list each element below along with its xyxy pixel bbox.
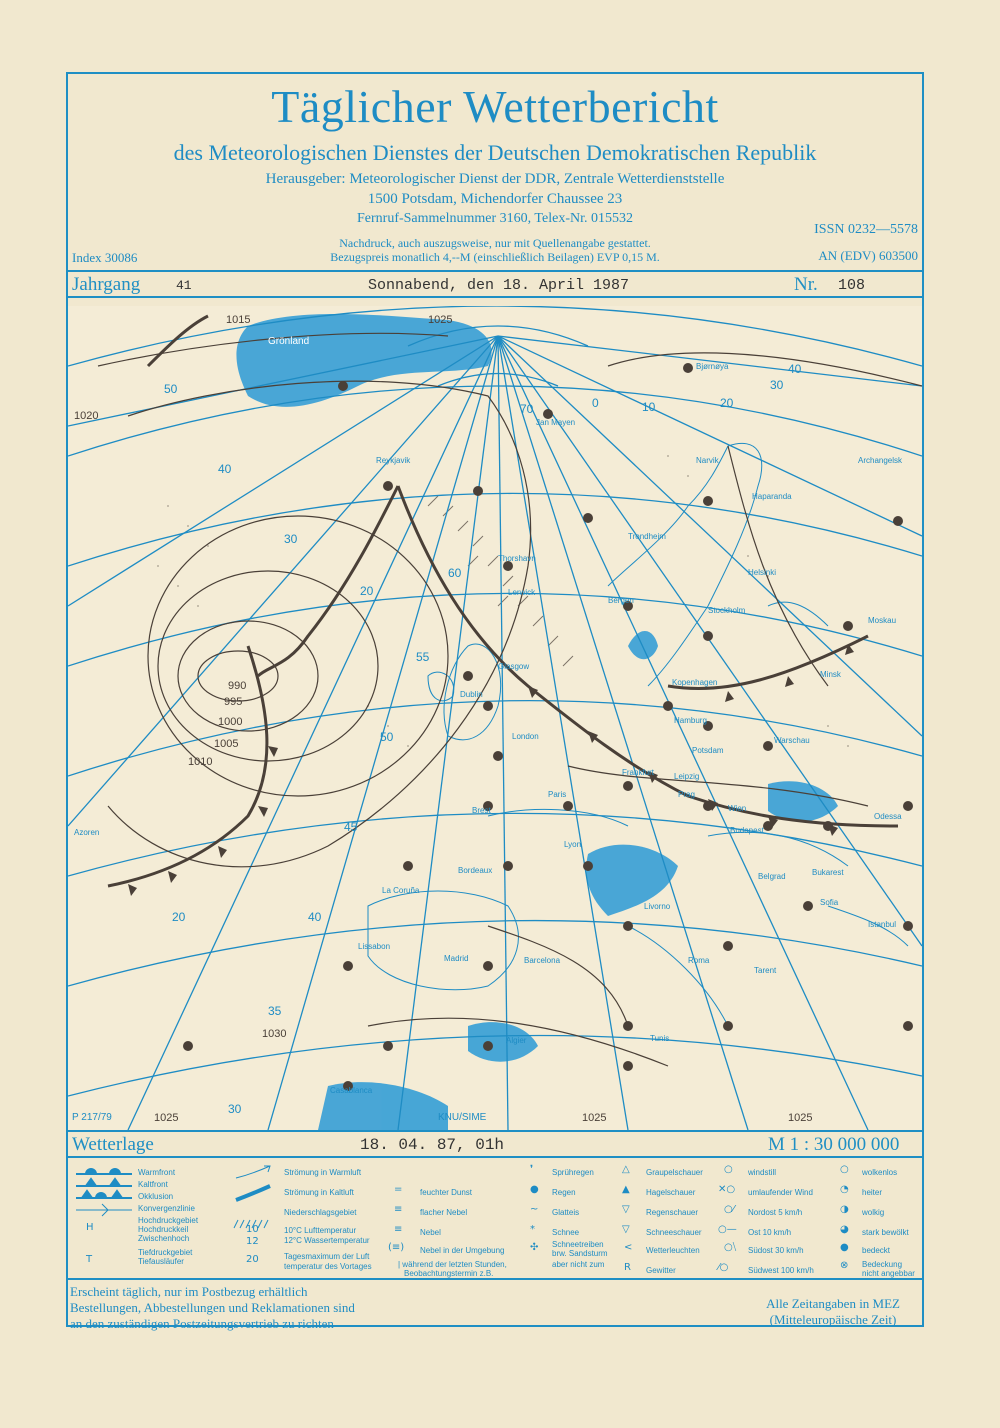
place-livorno: Livorno xyxy=(644,902,671,911)
place-jan-mayen: Jan Mayen xyxy=(536,418,576,427)
legend-nebel: Nebel xyxy=(420,1228,441,1237)
place-madrid: Madrid xyxy=(444,954,469,963)
lat-label-45: 45 xyxy=(344,820,358,834)
isobar-label-bottom-3: 1025 xyxy=(788,1112,813,1124)
place-belgrad: Belgrad xyxy=(758,872,786,881)
isobar-label-995: 995 xyxy=(224,696,243,708)
place-bukarest: Bukarest xyxy=(812,868,844,877)
legend-feuchter-dunst: feuchter Dunst xyxy=(420,1188,473,1197)
place-kopenhagen: Kopenhagen xyxy=(672,678,718,687)
legend-bedeckt: bedeckt xyxy=(862,1246,891,1255)
legend-hagelschauer: Hagelschauer xyxy=(646,1188,696,1197)
isobar-label-1005: 1005 xyxy=(214,738,239,750)
legend-bedeckung: Bedeckung xyxy=(862,1260,903,1269)
place-groenland: Grönland xyxy=(268,336,310,347)
legend-okklusion: Okklusion xyxy=(138,1192,174,1201)
calm-icon: ○ xyxy=(724,1164,733,1175)
place-bordeaux: Bordeaux xyxy=(458,866,493,875)
blue-patches xyxy=(236,314,838,1130)
mostly-cloudy-icon: ◕ xyxy=(840,1224,849,1235)
legend-front-symbols xyxy=(72,1164,138,1274)
legend-niederschlagsgebiet: Niederschlagsgebiet xyxy=(284,1208,357,1217)
legend-stark-bewoelkt: stark bewölkt xyxy=(862,1228,909,1237)
issn: ISSN 0232—5578 xyxy=(814,222,918,237)
jahrgang-label: Jahrgang xyxy=(72,274,141,295)
place-hamburg: Hamburg xyxy=(674,716,707,725)
shallow-fog-icon: ≡ xyxy=(394,1204,403,1215)
legend-temp-vortag: temperatur des Vortages xyxy=(284,1262,372,1271)
map-scale: M 1 : 30 000 000 xyxy=(768,1134,900,1155)
snow-shower-icon: ▽ xyxy=(622,1224,630,1235)
legend-tiefdruckgebiet: Tiefdruckgebiet xyxy=(138,1248,193,1257)
footer-left xyxy=(70,1284,355,1332)
legend-wolkenlos: wolkenlos xyxy=(862,1168,898,1177)
legend-hochdruckgebiet: Hochdruckgebiet xyxy=(138,1216,199,1225)
isobar-label-1020: 1020 xyxy=(74,410,99,422)
place-london: London xyxy=(512,732,539,741)
place-roma: Roma xyxy=(688,956,710,965)
isobar-label-990: 990 xyxy=(228,680,247,692)
haze-icon: = xyxy=(394,1184,403,1195)
place-la-coruna: La Coruña xyxy=(382,886,420,895)
legend-wolkig: wolkig xyxy=(862,1208,885,1217)
lon-label-10: 10 xyxy=(642,400,656,414)
index-number: Index 30086 xyxy=(72,250,138,265)
legend-warmfront: Warmfront xyxy=(138,1168,176,1177)
issue-bar xyxy=(68,270,922,298)
isobar-label-1000: 1000 xyxy=(218,716,243,728)
reprint-note: Nachdruck, auch auszugsweise, nur mit Quellenangabe gestattet. xyxy=(339,236,651,250)
wind-se-icon: ○⧹ xyxy=(724,1242,737,1253)
lat-label-20: 20 xyxy=(172,910,186,924)
publisher-line-1: Herausgeber: Meteorologischer Dienst der DDR, Zentrale Wetterdienststelle xyxy=(265,171,725,187)
place-thorshavn: Thorshavn xyxy=(498,554,536,563)
overcast-icon: ● xyxy=(840,1242,849,1253)
rain-icon: ● xyxy=(530,1184,539,1195)
place-bjornoya: Bjørnøya xyxy=(696,362,729,371)
legend-lufttemperatur: 10°C Lufttemperatur xyxy=(284,1226,357,1235)
lat-label-30w: 30 xyxy=(284,532,298,546)
legend-graupelschauer: Graupelschauer xyxy=(646,1168,703,1177)
place-budapest: Budapest xyxy=(730,826,764,835)
legend-beobachtungstermin: Beobachtungstermin z.B. xyxy=(404,1269,494,1278)
lat-label-40w: 40 xyxy=(218,462,232,476)
footer-left-line1: Erscheint täglich, nur im Postbezug erhältlich xyxy=(70,1284,308,1299)
lat-label-50w: 50 xyxy=(164,382,178,396)
svg-text:T: T xyxy=(86,1254,93,1265)
fair-sky-icon: ◔ xyxy=(840,1184,849,1195)
place-tarent: Tarent xyxy=(754,966,777,975)
latitude-lines xyxy=(68,306,922,1096)
place-brest: Brest xyxy=(472,806,491,815)
lon-label-40: 40 xyxy=(788,362,802,376)
lat-label-55: 55 xyxy=(416,650,430,664)
place-haparanda: Haparanda xyxy=(752,492,792,501)
lightning-icon: < xyxy=(624,1242,633,1253)
legend-letzte-stunden: | während der letzten Stunden, xyxy=(398,1260,507,1269)
legend-nicht-angebbar: nicht angebbar xyxy=(862,1269,915,1278)
legend-temp-symbol-max: 20 xyxy=(246,1254,259,1265)
legend-aber-nicht: aber nicht zum xyxy=(552,1260,605,1269)
lon-label-20: 20 xyxy=(720,396,734,410)
place-barcelona: Barcelona xyxy=(524,956,561,965)
place-lyon: Lyon xyxy=(564,840,582,849)
legend-temp-symbol-air: 10 xyxy=(246,1224,259,1235)
glaze-icon: ~ xyxy=(530,1204,539,1215)
thunderstorm-icon: R xyxy=(624,1262,631,1273)
synoptic-weather-map xyxy=(68,306,922,1130)
an-edv: AN (EDV) 603500 xyxy=(818,248,918,263)
legend-flacher-nebel: flacher Nebel xyxy=(420,1208,468,1217)
legend-tiefauslaeufer: Tiefausläufer xyxy=(138,1257,184,1266)
isobar-label-bottom-1: 1025 xyxy=(154,1112,179,1124)
place-frankfurt: Frankfurt xyxy=(622,768,655,777)
legend-suedost: Südost 30 km/h xyxy=(748,1246,804,1255)
nr-label: Nr. xyxy=(794,274,818,295)
place-paris: Paris xyxy=(548,790,567,799)
variable-wind-icon: ✕○ xyxy=(718,1184,736,1195)
report-subtitle: des Meteorologischen Dienstes der Deutschen Demokratischen Republik xyxy=(173,140,817,165)
footer-right-line1: Alle Zeitangaben in MEZ xyxy=(766,1296,900,1311)
cloudy-sky-icon: ◑ xyxy=(840,1204,849,1215)
svg-text:H: H xyxy=(86,1222,94,1233)
wind-ne-icon: ○⁄ xyxy=(724,1204,735,1215)
drizzle-icon: ❜ xyxy=(530,1164,534,1175)
lat-label-40: 40 xyxy=(308,910,322,924)
place-odessa: Odessa xyxy=(874,812,902,821)
lat-label-50: 50 xyxy=(380,730,394,744)
place-minsk: Minsk xyxy=(820,670,841,679)
map-legend xyxy=(68,1158,922,1280)
place-reykjavik: Reykjavik xyxy=(376,456,411,465)
lat-label-30: 30 xyxy=(228,1102,242,1116)
rain-shower-icon: ▽ xyxy=(622,1204,630,1215)
isobar-label-1030: 1030 xyxy=(262,1028,287,1040)
lat-label-60: 60 xyxy=(448,566,462,580)
wetterlage-bar xyxy=(68,1130,922,1158)
legend-wassertemperatur: 12°C Wassertemperatur xyxy=(284,1236,370,1245)
place-istanbul: Istanbul xyxy=(868,920,897,929)
place-moskau: Moskau xyxy=(868,616,897,625)
place-algier: Algier xyxy=(506,1036,527,1045)
fog-vicinity-icon: (≡) xyxy=(388,1242,405,1253)
footer-left-line3: an den zuständigen Postzeitungsvertrieb zu richten xyxy=(70,1316,334,1331)
publisher-line-2: 1500 Potsdam, Michendorfer Chaussee 23 xyxy=(367,191,623,207)
wetterlage-label: Wetterlage xyxy=(72,1134,154,1155)
legend-hochdruckkeil: Hochdruckkeil xyxy=(138,1225,189,1234)
place-dublin: Dublin xyxy=(460,690,483,699)
legend-schneetreiben: Schneetreiben xyxy=(552,1240,604,1249)
isobar-label-bottom-2: 1025 xyxy=(582,1112,607,1124)
place-glasgow: Glasgow xyxy=(498,662,530,671)
isobar-label-1025: 1025 xyxy=(428,314,453,326)
map-drawer-mark: KNU/SIME xyxy=(438,1112,487,1123)
place-bergen: Bergen xyxy=(608,596,634,605)
place-warschau: Warschau xyxy=(774,736,810,745)
price-note: Bezugspreis monatlich 4,--M (einschließlich Beilagen) EVP 0,15 M. xyxy=(330,250,660,264)
legend-ost: Ost 10 km/h xyxy=(748,1228,792,1237)
meridian-lines xyxy=(68,336,922,1130)
legend-regenschauer: Regenschauer xyxy=(646,1208,699,1217)
legend-zwischenhoch: Zwischenhoch xyxy=(138,1234,190,1243)
footer-left-line2: Bestellungen, Abbestellungen und Reklamationen sind xyxy=(70,1300,355,1315)
legend-temp-symbol-water: 12 xyxy=(246,1236,259,1247)
legend-regen: Regen xyxy=(552,1188,576,1197)
publisher-line-3: Fernruf-Sammelnummer 3160, Telex-Nr. 015532 xyxy=(357,211,633,226)
wetterlage-time: 18. 04. 87, 01h xyxy=(360,1136,505,1154)
isobar-label-1010: 1010 xyxy=(188,756,213,768)
place-narvik: Narvik xyxy=(696,456,719,465)
fog-icon: ≡ xyxy=(394,1224,403,1235)
graupel-icon: △ xyxy=(622,1164,630,1175)
legend-sandsturm: brw. Sandsturm xyxy=(552,1249,608,1258)
wind-e-icon: ○— xyxy=(718,1224,737,1235)
snow-icon: * xyxy=(530,1224,535,1235)
isobar-label-1015: 1015 xyxy=(226,314,251,326)
place-lerwick: Lerwick xyxy=(508,588,536,597)
lat-label-20w: 20 xyxy=(360,584,374,598)
jahrgang-value: 41 xyxy=(176,278,192,293)
clear-sky-icon: ○ xyxy=(840,1164,849,1175)
place-archangelsk: Archangelsk xyxy=(858,456,903,465)
place-trondheim: Trondheim xyxy=(628,532,666,541)
lat-label-35: 35 xyxy=(268,1004,282,1018)
legend-stroemung-warmluft: Strömung in Warmluft xyxy=(284,1168,362,1177)
place-azoren: Azoren xyxy=(74,828,100,837)
place-potsdam: Potsdam xyxy=(692,746,724,755)
weather-report-sheet xyxy=(66,72,924,1331)
legend-umlaufender-wind: umlaufender Wind xyxy=(748,1188,813,1197)
legend-tagesmaximum: Tagesmaximum der Luft xyxy=(284,1252,370,1261)
legend-heiter: heiter xyxy=(862,1188,883,1197)
report-title: Täglicher Wetterbericht xyxy=(271,81,719,132)
map-drawing xyxy=(68,306,922,1130)
sky-obscured-icon: ⊗ xyxy=(840,1260,849,1271)
place-prag: Prag xyxy=(678,790,695,799)
legend-suedwest: Südwest 100 km/h xyxy=(748,1266,814,1275)
lon-label-0: 0 xyxy=(592,396,599,410)
place-tunis: Tunis xyxy=(650,1034,670,1043)
legend-nordost: Nordost 5 km/h xyxy=(748,1208,803,1217)
issue-date: Sonnabend, den 18. April 1987 xyxy=(368,277,630,294)
place-sofia: Sofia xyxy=(820,898,839,907)
lat-label-70: 70 xyxy=(520,402,534,416)
legend-glatteis: Glatteis xyxy=(552,1208,580,1217)
legend-spruehregen: Sprühregen xyxy=(552,1168,594,1177)
legend-konvergenzlinie: Konvergenzlinie xyxy=(138,1204,195,1213)
footer-right-line2: (Mitteleuropäische Zeit) xyxy=(769,1312,897,1327)
place-wien: Wien xyxy=(728,804,747,813)
legend-kaltfront: Kaltfront xyxy=(138,1180,168,1189)
legend-nebel-umgebung: Nebel in der Umgebung xyxy=(420,1246,505,1255)
footer-right xyxy=(766,1296,900,1328)
lon-label-30: 30 xyxy=(770,378,784,392)
hail-icon: ▲ xyxy=(622,1184,630,1195)
legend-schnee: Schnee xyxy=(552,1228,580,1237)
place-helsinki: Helsinki xyxy=(748,568,777,577)
legend-windstill: windstill xyxy=(748,1168,777,1177)
legend-schneeschauer: Schneeschauer xyxy=(646,1228,702,1237)
blowing-snow-icon: ✣ xyxy=(530,1242,539,1253)
place-lissabon: Lissabon xyxy=(358,942,391,951)
place-leipzig: Leipzig xyxy=(674,772,700,781)
place-stockholm: Stockholm xyxy=(708,606,746,615)
map-code: P 217/79 xyxy=(72,1112,112,1123)
nr-value: 108 xyxy=(838,277,866,294)
isobars xyxy=(98,333,922,1066)
legend-gewitter: Gewitter xyxy=(646,1266,676,1275)
legend-stroemung-kaltluft: Strömung in Kaltluft xyxy=(284,1188,354,1197)
legend-wetterleuchten: Wetterleuchten xyxy=(646,1246,700,1255)
place-casablanca: Casablanca xyxy=(330,1086,373,1095)
wind-sw-icon: ⁄○ xyxy=(718,1262,729,1273)
